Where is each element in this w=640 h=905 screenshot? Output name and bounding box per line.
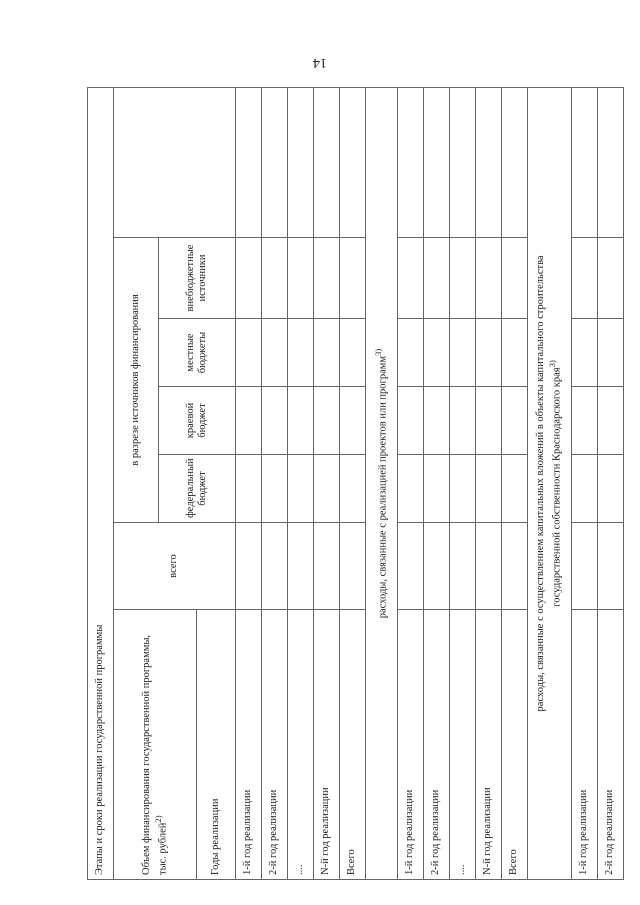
table-row: 2-й год реализации xyxy=(262,610,288,880)
source-extrabudgetary: внебюджетные источники xyxy=(159,238,236,319)
table-row: Всего xyxy=(502,610,528,880)
breakdown-header: в разрезе источников финансирования xyxy=(114,238,159,523)
source-local: местные бюджеты xyxy=(159,319,236,387)
total-header: всего xyxy=(114,523,236,610)
section-projects: расходы, связанные с реализацией проектов или программ$^{3)}$ xyxy=(366,87,398,879)
table-title: Этапы и сроки реализации государственной программы xyxy=(88,87,114,879)
table-row: .... xyxy=(450,610,476,880)
volume-header: Объем финансирования государственной программы, тыс. рублей$^{2)}$ xyxy=(114,610,197,880)
section-capital-investments: расходы, связанные с осуществлением капитальных вложений в объекты капитального строительства государственной собственности Краснодарского края$^{3)}$ xyxy=(528,87,572,879)
table-row: N-й год реализации xyxy=(314,610,340,880)
source-regional: краевой бюджет xyxy=(159,387,236,455)
table-row: .... xyxy=(288,610,314,880)
years-header: Годы реализации xyxy=(197,610,236,880)
table-row: 1-й год реализации xyxy=(572,610,598,880)
table-row: N-й год реализации xyxy=(476,610,502,880)
table-row: 1-й год реализации xyxy=(398,610,424,880)
page-number: 14 xyxy=(313,55,327,70)
spacer-cell xyxy=(114,87,236,237)
table-row: 2-й год реализации xyxy=(424,610,450,880)
table-row: 1-й год реализации xyxy=(236,610,262,880)
table-row: 2-й год реализации xyxy=(598,610,624,880)
document-page xyxy=(87,88,616,880)
source-federal: федеральный бюджет xyxy=(159,455,236,523)
rotated-table-container xyxy=(87,88,616,880)
financing-table xyxy=(87,87,624,880)
table-row: Всего xyxy=(340,610,366,880)
